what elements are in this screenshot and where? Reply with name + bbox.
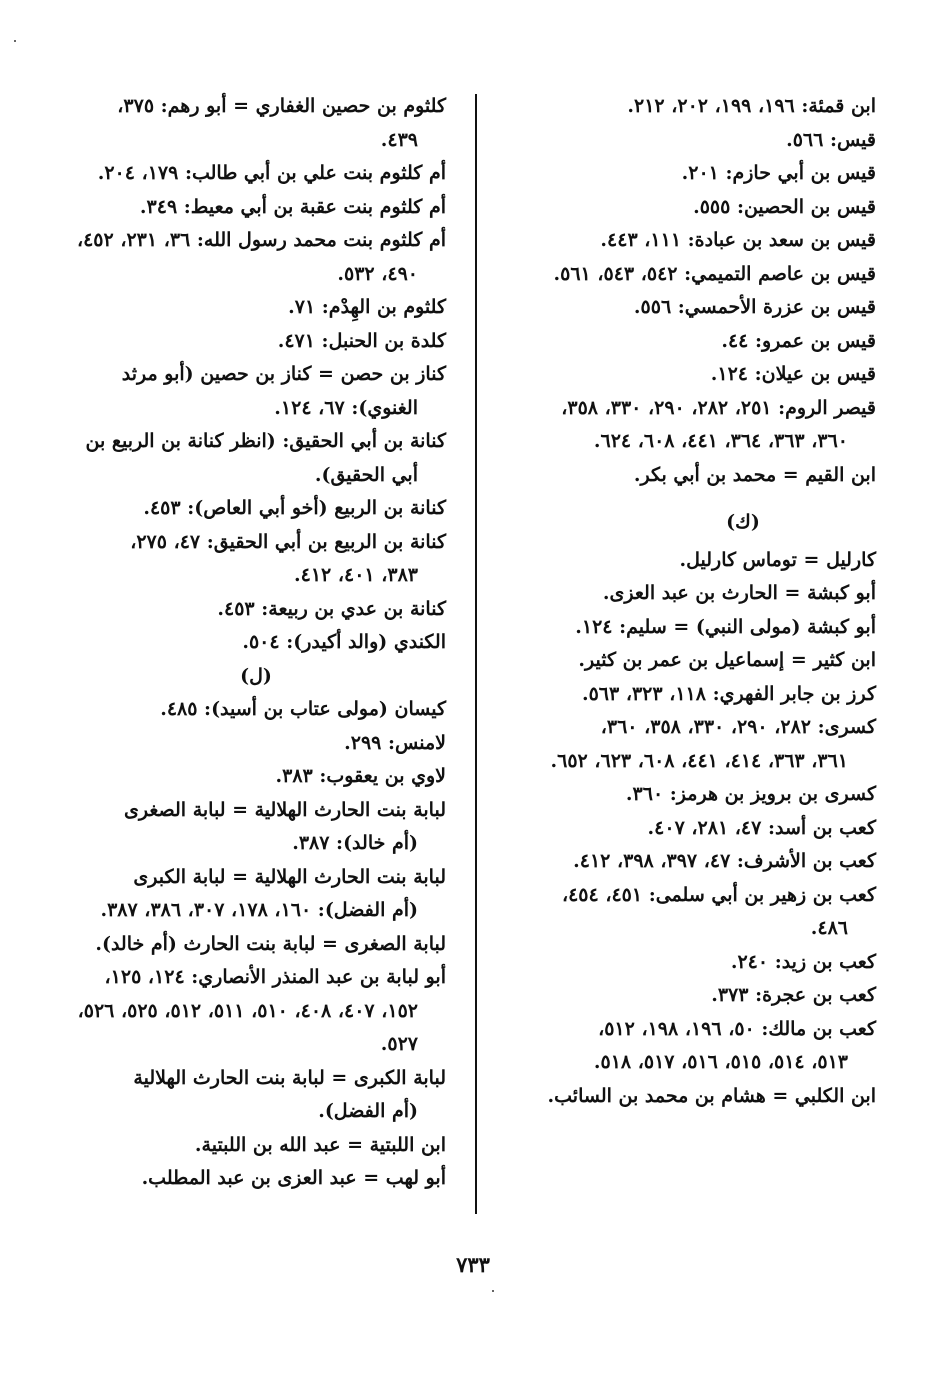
index-entry: ابن الكلبي = هشام بن محمد بن السائب. xyxy=(547,1084,876,1107)
index-entry: كنانة بن أبي الحقيق: (انظر كنانة بن الربيع بن أبي الحقيق). xyxy=(85,430,446,486)
index-entry: لبابة بنت الحارث الهلالية = لبابة الكبرى (أم الفضل): ١٦٠، ١٧٨، ٣٠٧، ٣٨٦، ٣٨٧. xyxy=(100,865,446,921)
index-entry: ابن قمئة: ١٩٦، ١٩٩، ٢٠٢، ٢١٢. xyxy=(627,95,876,117)
index-entry: كسرى بن برويز بن هرمز: ٣٦٠. xyxy=(625,783,876,805)
index-entry: قيس: ٥٦٦. xyxy=(786,128,876,151)
index-entry: الكندي (والد أكيدر): ٥٠٤. xyxy=(242,631,446,653)
index-entry: كلدة بن الحنبل: ٤٧١. xyxy=(277,329,446,352)
index-column-right xyxy=(500,90,876,1113)
index-column-left xyxy=(66,90,446,1196)
index-entry: قيس بن الحصين: ٥٥٥. xyxy=(693,195,876,218)
section-heading-lam: (ل) xyxy=(240,664,272,687)
index-entry: كعب بن زهير بن أبي سلمى: ٤٥١، ٤٥٤، ٤٨٦. xyxy=(561,883,876,939)
index-entry: قيس بن عيلان: ١٢٤. xyxy=(710,363,876,385)
index-entry: أم كلثوم بنت علي بن أبي طالب: ١٧٩، ٢٠٤. xyxy=(97,162,446,184)
index-entry: كارليل = توماس كارليل. xyxy=(679,548,876,571)
index-entry: لبابة الصغرى = لبابة بنت الحارث (أم خالد). xyxy=(95,932,446,955)
entries-group-kaf xyxy=(500,544,876,1114)
scan-speck xyxy=(492,1290,494,1292)
index-entry: كلثوم بن الهِدْم: ٧١. xyxy=(288,296,446,318)
index-entry: كعب بن عجرة: ٣٧٣. xyxy=(711,984,876,1006)
index-entry: كيسان (مولى عتاب بن أسيد): ٤٨٥. xyxy=(160,698,446,720)
index-entry: كرز بن جابر الفهري: ١١٨، ٣٢٣، ٥٦٣. xyxy=(581,682,876,705)
index-entry: قيس بن عمرو: ٤٤. xyxy=(721,329,876,352)
index-entry: كعب بن زيد: ٢٤٠. xyxy=(730,950,876,973)
index-entry: ابن كثير = إسماعيل بن عمر بن كثير. xyxy=(578,649,876,671)
index-entry: قيصر الروم: ٢٥١، ٢٨٢، ٢٩٠، ٣٣٠، ٣٥٨، ٣٦٠، ٣٦٣، ٣٦٤، ٤٤١، ٦٠٨، ٦٢٤. xyxy=(561,396,876,452)
index-entry: أبو كبشة = الحارث بن عبد العزى. xyxy=(602,582,876,604)
page-number: ٧٣٣ xyxy=(456,1252,490,1277)
index-entry: أبو لبابة بن عبد المنذر الأنصاري: ١٢٤، ١٢٥، ١٥٢، ٤٠٧، ٤٠٨، ٥١٠، ٥١١، ٥١٢، ٥٢٥، ٥٢٦، ٥٢٧. xyxy=(77,966,446,1055)
index-entry: قيس بن عاصم التميمي: ٥٤٢، ٥٤٣، ٥٦١. xyxy=(553,262,876,285)
section-heading-kaf: (ك) xyxy=(726,511,760,533)
index-entry: لامنس: ٢٩٩. xyxy=(344,731,446,754)
index-entry: كعب بن أسد: ٤٧، ٢٨١، ٤٠٧. xyxy=(647,816,876,839)
entries-group-kaf-continued xyxy=(66,90,446,660)
entries-group-lam xyxy=(66,693,446,1196)
index-entry: قيس بن سعد بن عبادة: ١١١، ٤٤٣. xyxy=(600,229,876,251)
index-entry: ابن اللبتية = عبد الله بن اللبتية. xyxy=(194,1133,446,1156)
column-divider xyxy=(475,94,477,1214)
index-entry: كلثوم بن حصين الغفاري = أبو رهم: ٣٧٥، ٤٣٩. xyxy=(117,95,446,151)
index-entry: قيس بن أبي حازم: ٢٠١. xyxy=(681,162,876,184)
index-entry: لبابة بنت الحارث الهلالية = لبابة الصغرى (أم خالد): ٣٨٧. xyxy=(124,798,446,854)
index-entry: كنانة بن الربيع بن أبي الحقيق: ٤٧، ٢٧٥، ٣٨٣، ٤٠١، ٤١٢. xyxy=(130,530,446,586)
index-entry: لبابة الكبرى = لبابة بنت الحارث الهلالية (أم الفضل). xyxy=(133,1066,446,1122)
index-entry: كنانة بن عدي بن ربيعة: ٤٥٣. xyxy=(217,597,446,620)
index-entry: كنانة بن الربيع (أخو أبي العاص): ٤٥٣. xyxy=(143,497,446,519)
scan-speck xyxy=(14,40,16,42)
entries-group-qaf xyxy=(500,90,876,492)
index-entry: أم كلثوم بنت محمد رسول الله: ٣٦، ٢٣١، ٤٥٢، ٤٩٠، ٥٣٢. xyxy=(76,229,446,285)
index-entry: كعب بن الأشرف: ٤٧، ٣٩٧، ٣٩٨، ٤١٢. xyxy=(573,850,876,872)
index-entry: أبو لهب = عبد العزى بن عبد المطلب. xyxy=(141,1167,446,1189)
index-entry: أم كلثوم بنت عقبة بن أبي معيط: ٣٤٩. xyxy=(139,195,446,218)
index-entry: كسرى: ٢٨٢، ٢٩٠، ٣٣٠، ٣٥٨، ٣٦٠، ٣٦١، ٣٦٣، ٤١٤، ٤٤١، ٦٠٨، ٦٢٣، ٦٥٢. xyxy=(550,716,876,772)
index-entry: كناز بن حصن = كناز بن حصين (أبو مرثد الغنوي): ٦٧، ١٢٤. xyxy=(121,363,446,419)
index-entry: لاوي بن يعقوب: ٣٨٣. xyxy=(275,765,446,787)
index-entry: قيس بن عزرة الأحمسي: ٥٥٦. xyxy=(633,296,876,318)
index-entry: كعب بن مالك: ٥٠، ١٩٦، ١٩٨، ٥١٢، ٥١٣، ٥١٤، ٥١٥، ٥١٦، ٥١٧، ٥١٨. xyxy=(593,1017,876,1073)
index-entry: أبو كبشة (مولى النبي) = سليم: ١٢٤. xyxy=(575,615,876,638)
index-entry: ابن القيم = محمد بن أبي بكر. xyxy=(633,463,876,486)
